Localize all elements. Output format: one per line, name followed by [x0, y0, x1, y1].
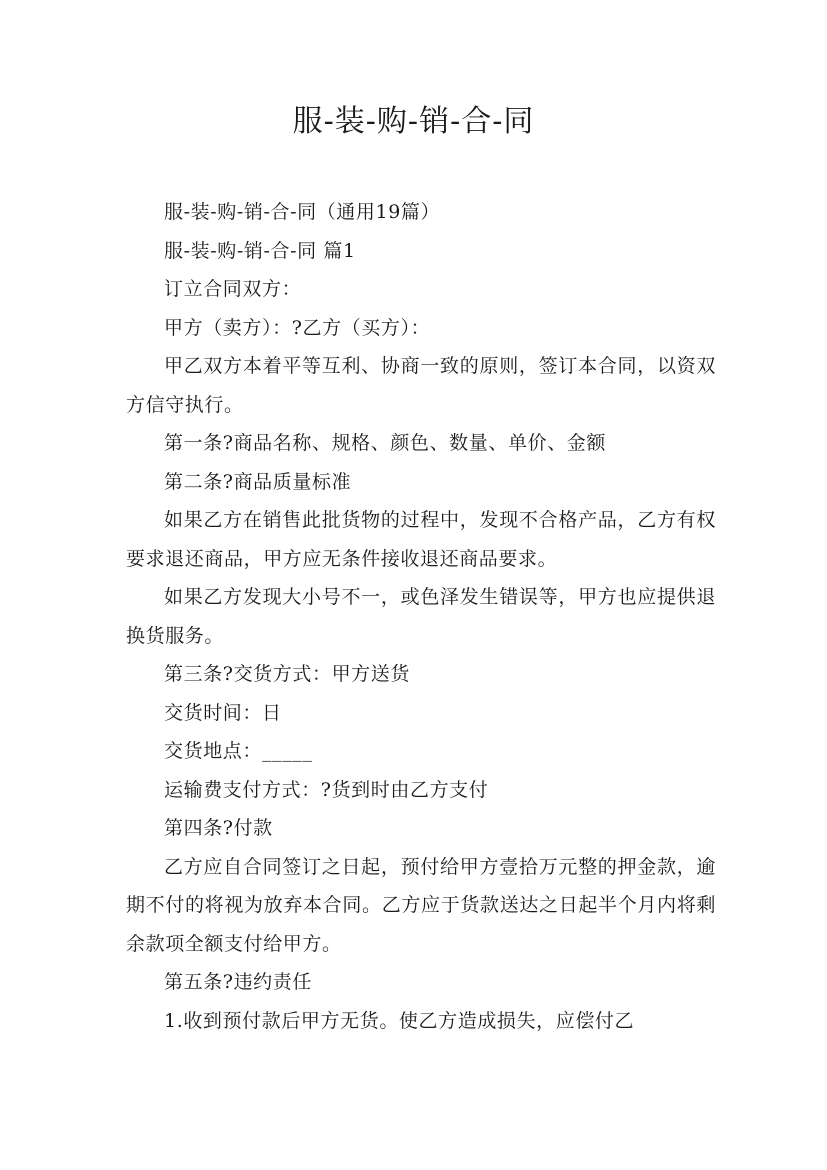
- paragraph-article-3: 第三条?交货方式：甲方送货: [164, 663, 410, 685]
- paragraph-article-2: 第二条?商品质量标准: [164, 470, 352, 493]
- paragraph-parties-heading: 订立合同双方：: [164, 278, 302, 300]
- paragraph-payment: 乙方应自合同签订之日起，预付给甲方壹拾万元整的押金款，逾期不付的将视为放弃本合同。乙方应于货款送达之日起半个月内将剩余款项全额支付给甲方。: [126, 855, 716, 955]
- paragraph-article-1: 第一条?商品名称、规格、颜色、数量、单价、金额: [164, 432, 606, 454]
- paragraph-section-heading: 服-装-购-销-合-同 篇1: [164, 239, 356, 262]
- document-title: 服-装-购-销-合-同: [292, 104, 535, 139]
- document-body: [126, 193, 716, 1040]
- paragraph-article-5: 第五条?违约责任: [164, 971, 312, 993]
- paragraph-delivery-time: 交货时间：日: [164, 701, 282, 724]
- paragraph-parties: 甲方（卖方）：?乙方（买方）：: [164, 316, 431, 339]
- paragraph-delivery-place: 交货地点：_____: [164, 740, 313, 762]
- paragraph-freight: 运输费支付方式：?货到时由乙方支付: [164, 778, 489, 801]
- paragraph-principle: 甲乙双方本着平等互利、协商一致的原则，签订本合同，以资双方信守执行。: [126, 355, 716, 416]
- paragraph-article-4: 第四条?付款: [164, 817, 273, 839]
- paragraph-liability-1: 1.收到预付款后甲方无货。使乙方造成损失，应偿付乙: [164, 1009, 635, 1032]
- paragraph-subtitle: 服-装-购-销-合-同（通用19篇）: [164, 201, 441, 223]
- paragraph-size-color: 如果乙方发现大小号不一，或色泽发生错误等，甲方也应提供退换货服务。: [126, 586, 716, 647]
- paragraph-quality-return: 如果乙方在销售此批货物的过程中，发现不合格产品，乙方有权要求退还商品，甲方应无条件接收退还商品要求。: [126, 509, 716, 570]
